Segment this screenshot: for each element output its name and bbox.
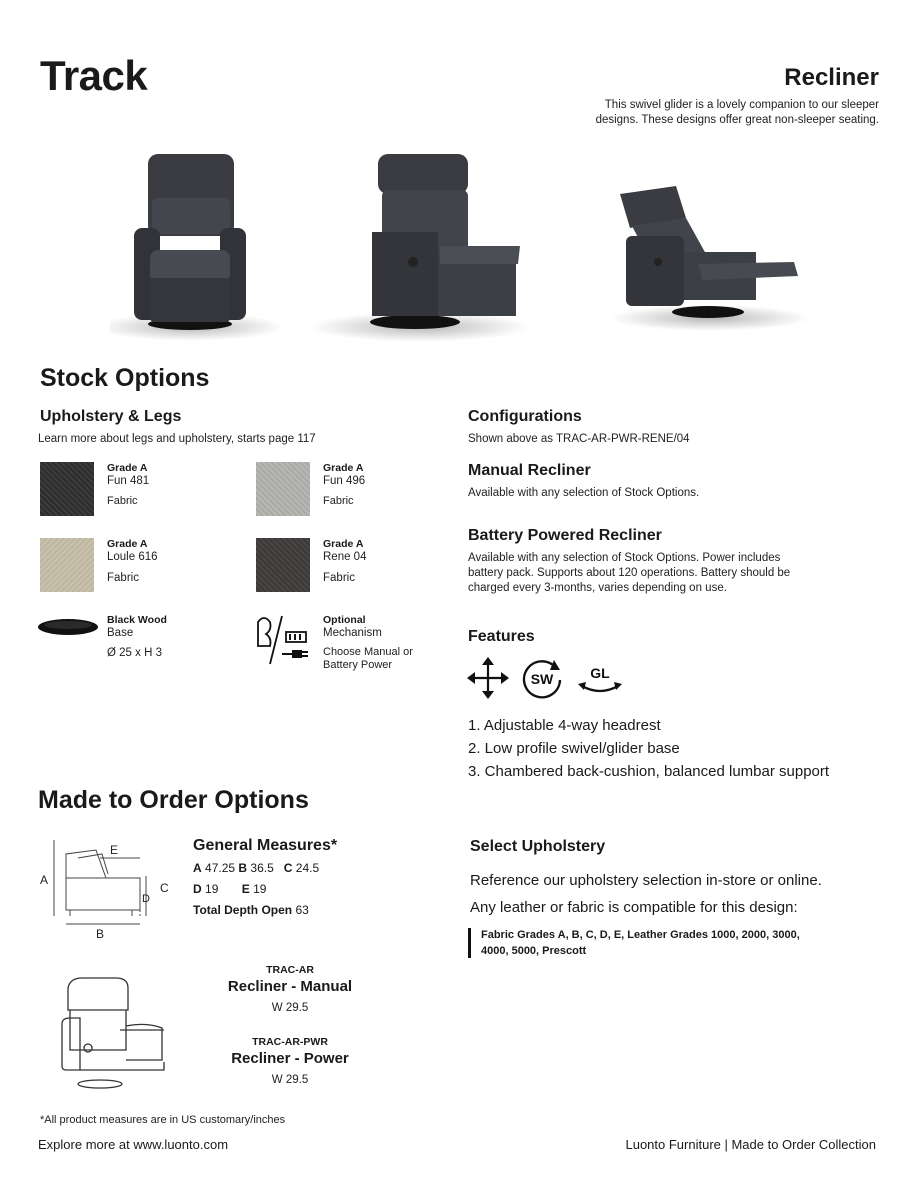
grade-label: Grade A xyxy=(107,538,148,550)
product-category: Recliner xyxy=(784,64,879,91)
measures-row-2 xyxy=(193,879,319,900)
upholstery-title: Upholstery & Legs xyxy=(40,408,182,425)
measures-row-1 xyxy=(193,858,319,879)
battery-recliner-title: Battery Powered Recliner xyxy=(468,527,662,544)
footer-explore[interactable]: Explore more at www.luonto.com xyxy=(38,1137,229,1152)
base-dims: Ø 25 x H 3 xyxy=(107,647,162,659)
e-value: 19 xyxy=(253,882,267,896)
c-label: C xyxy=(283,861,293,875)
e-label: E xyxy=(241,882,250,896)
configurations-text: Shown above as TRAC-AR-PWR-RENE/04 xyxy=(468,433,690,445)
chair-angle-view xyxy=(310,154,530,342)
grade-label: Grade A xyxy=(323,462,364,474)
battery-line-1: Available with any selection of Stock Options. Power includes xyxy=(468,552,781,564)
option-rene-04 xyxy=(323,538,366,586)
fabric-name: Rene 04 xyxy=(323,551,367,563)
features-list xyxy=(468,714,829,783)
stock-options-title: Stock Options xyxy=(40,364,210,392)
mechanism-icon xyxy=(252,612,312,666)
general-measures-title: General Measures* xyxy=(193,837,338,854)
grades-line-1: Fabric Grades A, B, C, D, E, Leather Grades 1000, 2000, 3000, xyxy=(481,929,800,941)
base-label: Base xyxy=(107,627,134,639)
headrest-adjust-icon xyxy=(466,656,510,700)
swatch-loule-616[interactable] xyxy=(40,538,94,592)
label-d: D xyxy=(142,893,150,905)
label-c: C xyxy=(160,881,169,895)
base-title: Black Wood xyxy=(107,614,167,626)
product-photos xyxy=(110,140,810,350)
a-value: 47.25 xyxy=(205,861,236,875)
model-width: W 29.5 xyxy=(271,1074,309,1086)
battery-line-3: charged every 3-months, varies depending on use. xyxy=(468,582,727,594)
model-code: TRAC-AR xyxy=(266,964,314,976)
chair-line-drawing xyxy=(60,976,170,1094)
fabric-name: Fun 496 xyxy=(323,475,366,487)
model-code: TRAC-AR-PWR xyxy=(252,1036,328,1048)
total-depth-label: Total Depth Open xyxy=(193,903,293,917)
mechanism-title: Optional xyxy=(323,614,366,626)
option-loule-616 xyxy=(107,538,158,586)
mechanism-label: Mechanism xyxy=(323,627,382,639)
swatch-rene-04[interactable] xyxy=(256,538,310,592)
fabric-name: Loule 616 xyxy=(107,551,158,563)
select-upholstery-line-1: Reference our upholstery selection in-store or online. xyxy=(470,872,822,889)
label-e: E xyxy=(110,843,119,857)
battery-line-2: battery pack. Supports about 120 operations. Battery should be xyxy=(468,567,791,579)
dimension-diagram xyxy=(36,836,176,944)
option-fun-496 xyxy=(323,462,365,509)
product-intro xyxy=(596,98,879,128)
intro-line-2: designs. These designs offer great non-sleeper seating. xyxy=(595,114,879,126)
manual-recliner-text: Available with any selection of Stock Options. xyxy=(468,487,700,499)
grades-accent-bar xyxy=(468,928,471,958)
model-name: Recliner - Manual xyxy=(227,978,353,995)
swatch-fun-481[interactable] xyxy=(40,462,94,516)
total-depth-value: 63 xyxy=(295,903,309,917)
model-power xyxy=(220,1036,360,1088)
fabric-type: Fabric xyxy=(323,572,355,584)
option-base xyxy=(107,614,167,661)
grade-label: Grade A xyxy=(107,462,148,474)
fabric-type: Fabric xyxy=(323,495,354,507)
d-label: D xyxy=(193,882,202,896)
chair-reclined-view xyxy=(610,186,810,331)
wood-base-icon xyxy=(36,616,100,638)
mechanism-desc-2: Battery Power xyxy=(323,659,393,671)
intro-line-1: This swivel glider is a lovely companion to our sleeper xyxy=(604,99,879,111)
configurations-title: Configurations xyxy=(468,408,582,425)
label-b: B xyxy=(96,927,105,941)
c-value: 24.5 xyxy=(295,861,320,875)
product-title: Track xyxy=(40,52,148,99)
select-upholstery-line-2: Any leather or fabric is compatible for this design: xyxy=(470,899,798,916)
manual-recliner-title: Manual Recliner xyxy=(468,462,591,479)
fabric-type: Fabric xyxy=(107,572,139,584)
a-label: A xyxy=(193,861,202,875)
d-value: 19 xyxy=(205,882,219,896)
option-fun-481 xyxy=(107,462,149,509)
feature-item-2: 2. Low profile swivel/glider base xyxy=(468,740,680,757)
glider-icon xyxy=(576,656,624,700)
b-value: 36.5 xyxy=(250,861,274,875)
measures-footnote: *All product measures are in US customary/inches xyxy=(40,1114,286,1126)
grade-label: Grade A xyxy=(323,538,364,550)
gl-icon-label: GL xyxy=(590,665,610,681)
model-width: W 29.5 xyxy=(271,1002,309,1014)
grades-list xyxy=(481,927,800,959)
feature-item-3: 3. Chambered back-cushion, balanced lumbar support xyxy=(468,763,830,780)
feature-item-1: 1. Adjustable 4-way headrest xyxy=(468,717,661,734)
fabric-type: Fabric xyxy=(107,495,138,507)
model-name: Recliner - Power xyxy=(231,1050,349,1067)
sw-icon-label: SW xyxy=(530,671,554,687)
model-manual xyxy=(220,964,360,1016)
mechanism-desc-1: Choose Manual or xyxy=(323,646,413,658)
fabric-name: Fun 481 xyxy=(107,475,150,487)
measures-row-3 xyxy=(193,900,319,921)
option-mechanism xyxy=(323,614,413,672)
chair-front-view xyxy=(110,154,285,341)
swatch-fun-496[interactable] xyxy=(256,462,310,516)
label-a: A xyxy=(40,873,49,887)
grades-line-2: 4000, 5000, Prescott xyxy=(481,945,587,957)
select-upholstery-title: Select Upholstery xyxy=(470,838,606,855)
swivel-icon xyxy=(520,656,564,700)
footer-collection: Luonto Furniture | Made to Order Collection xyxy=(625,1137,876,1152)
features-title: Features xyxy=(468,628,535,645)
general-measures xyxy=(193,858,319,921)
b-label: B xyxy=(238,861,248,875)
made-to-order-title: Made to Order Options xyxy=(38,786,309,814)
battery-recliner-text xyxy=(468,551,790,596)
upholstery-note: Learn more about legs and upholstery, starts page 117 xyxy=(38,433,316,445)
